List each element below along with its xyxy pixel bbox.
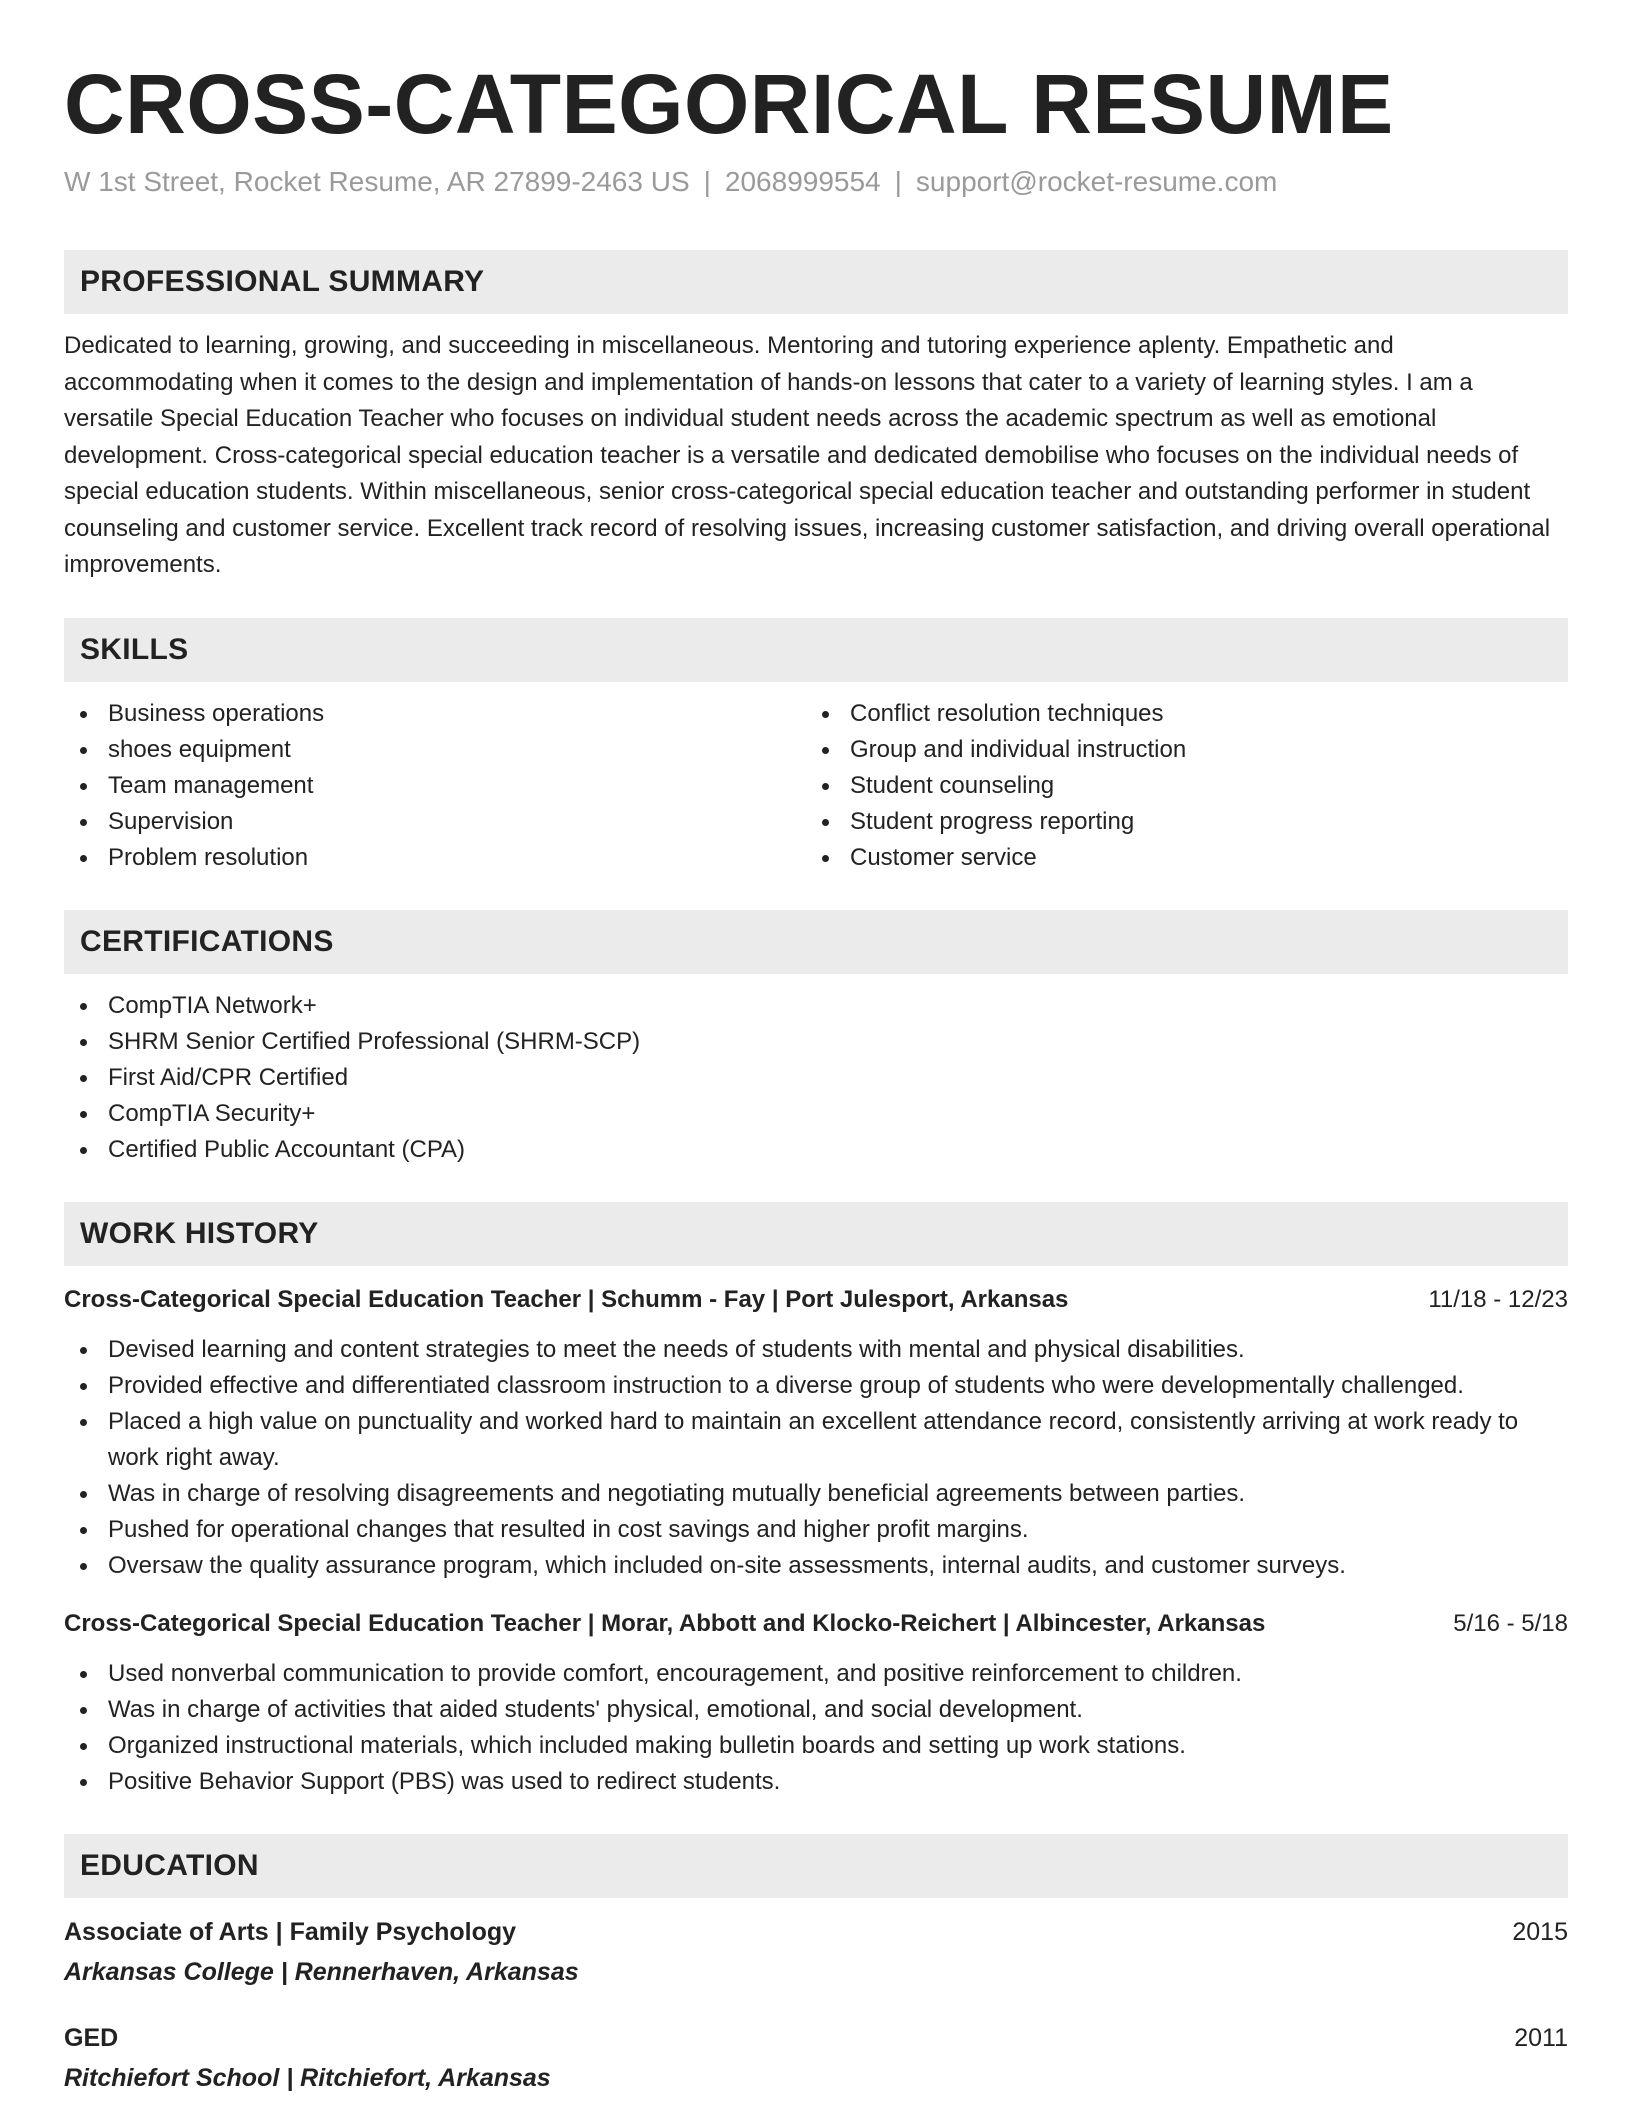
job-dates: 11/18 - 12/23 bbox=[1428, 1285, 1568, 1313]
contact-email: support@rocket-resume.com bbox=[915, 166, 1278, 197]
education-degree: Associate of Arts | Family Psychology bbox=[64, 1917, 517, 1946]
education-header bbox=[64, 1914, 1568, 1950]
job-header bbox=[64, 1606, 1568, 1642]
job-title: Cross-Categorical Special Education Teacher | Morar, Abbott and Klocko-Reichert | Albincester, Arkansas bbox=[64, 1609, 1266, 1637]
work-history-heading: WORK HISTORY bbox=[64, 1202, 1568, 1266]
education-year: 2015 bbox=[1512, 1917, 1568, 1946]
job-bullet: Pushed for operational changes that resulted in cost savings and higher profit margins. bbox=[64, 1512, 1568, 1548]
certification-item: First Aid/CPR Certified bbox=[64, 1060, 1568, 1096]
contact-separator: | bbox=[894, 166, 902, 197]
certification-item: CompTIA Network+ bbox=[64, 988, 1568, 1024]
skill-item: Problem resolution bbox=[64, 840, 806, 876]
skill-item: Student counseling bbox=[806, 768, 1548, 804]
job-bullet: Positive Behavior Support (PBS) was used to redirect students. bbox=[64, 1764, 1568, 1800]
certifications-heading: CERTIFICATIONS bbox=[64, 910, 1568, 974]
contact-address: W 1st Street, Rocket Resume, AR 27899-2463 US bbox=[64, 166, 690, 197]
job-header bbox=[64, 1282, 1568, 1318]
education-entry bbox=[64, 2020, 1568, 2096]
skills-left-list bbox=[64, 696, 806, 876]
education-school: Arkansas College | Rennerhaven, Arkansas bbox=[64, 1957, 579, 1986]
job-bullet: Placed a high value on punctuality and worked hard to maintain an excellent attendance record, consistently arriving at work ready to work right away. bbox=[64, 1404, 1568, 1476]
skills-grid bbox=[64, 682, 1568, 876]
education-entry bbox=[64, 1914, 1568, 1990]
skill-item: Group and individual instruction bbox=[806, 732, 1548, 768]
job-bullet-list bbox=[64, 1656, 1568, 1800]
skill-item: Team management bbox=[64, 768, 806, 804]
skill-item: Business operations bbox=[64, 696, 806, 732]
certification-item: Certified Public Accountant (CPA) bbox=[64, 1132, 1568, 1168]
skill-item: Customer service bbox=[806, 840, 1548, 876]
education-degree: GED bbox=[64, 2023, 119, 2052]
job-bullet: Was in charge of activities that aided students' physical, emotional, and social development. bbox=[64, 1692, 1568, 1728]
job-bullet: Was in charge of resolving disagreements and negotiating mutually beneficial agreements between parties. bbox=[64, 1476, 1568, 1512]
certification-item: CompTIA Security+ bbox=[64, 1096, 1568, 1132]
skill-item: shoes equipment bbox=[64, 732, 806, 768]
education-school: Ritchiefort School | Ritchiefort, Arkansas bbox=[64, 2063, 551, 2092]
education-header bbox=[64, 2020, 1568, 2056]
certification-item: SHRM Senior Certified Professional (SHRM-SCP) bbox=[64, 1024, 1568, 1060]
job-bullet-list bbox=[64, 1332, 1568, 1584]
job-entry bbox=[64, 1282, 1568, 1584]
job-bullet: Provided effective and differentiated classroom instruction to a diverse group of students who were developmentally challenged. bbox=[64, 1368, 1568, 1404]
job-bullet: Oversaw the quality assurance program, which included on-site assessments, internal audits, and customer surveys. bbox=[64, 1548, 1568, 1584]
education-year: 2011 bbox=[1514, 2023, 1568, 2052]
contact-separator: | bbox=[703, 166, 711, 197]
job-bullet: Organized instructional materials, which included making bulletin boards and setting up work stations. bbox=[64, 1728, 1568, 1764]
job-bullet: Devised learning and content strategies to meet the needs of students with mental and physical disabilities. bbox=[64, 1332, 1568, 1368]
job-bullet: Used nonverbal communication to provide comfort, encouragement, and positive reinforcement to children. bbox=[64, 1656, 1568, 1692]
job-dates: 5/16 - 5/18 bbox=[1453, 1609, 1568, 1637]
skills-right-list bbox=[806, 696, 1548, 876]
skill-item: Student progress reporting bbox=[806, 804, 1548, 840]
skill-item: Supervision bbox=[64, 804, 806, 840]
contact-line bbox=[64, 164, 1568, 200]
certifications-list bbox=[64, 988, 1568, 1168]
skills-heading: SKILLS bbox=[64, 618, 1568, 682]
summary-text: Dedicated to learning, growing, and succeeding in miscellaneous. Mentoring and tutoring experience aplenty. Empathetic and accommodating when it comes to the design and implementation of hands-on lessons that cater to a variety of learning styles. I am a versatile Special Education Teacher who focuses on individual student needs across the academic spectrum as well as emotional development. Cross-categorical special education teacher is a versatile and dedicated demobilise who focuses on the individual needs of special education students. Within miscellaneous, senior cross-categorical special education teacher and outstanding performer in student counseling and customer service. Excellent track record of resolving issues, increasing customer satisfaction, and driving overall operational improvements. bbox=[64, 332, 1551, 578]
contact-phone: 2068999554 bbox=[724, 166, 881, 197]
resume-page bbox=[64, 0, 1568, 2096]
resume-name: CROSS-CATEGORICAL RESUME bbox=[64, 57, 1394, 151]
summary-heading: PROFESSIONAL SUMMARY bbox=[64, 250, 1568, 314]
job-entry bbox=[64, 1606, 1568, 1800]
education-heading: EDUCATION bbox=[64, 1834, 1568, 1898]
job-title: Cross-Categorical Special Education Teacher | Schumm - Fay | Port Julesport, Arkansas bbox=[64, 1285, 1069, 1313]
skill-item: Conflict resolution techniques bbox=[806, 696, 1548, 732]
